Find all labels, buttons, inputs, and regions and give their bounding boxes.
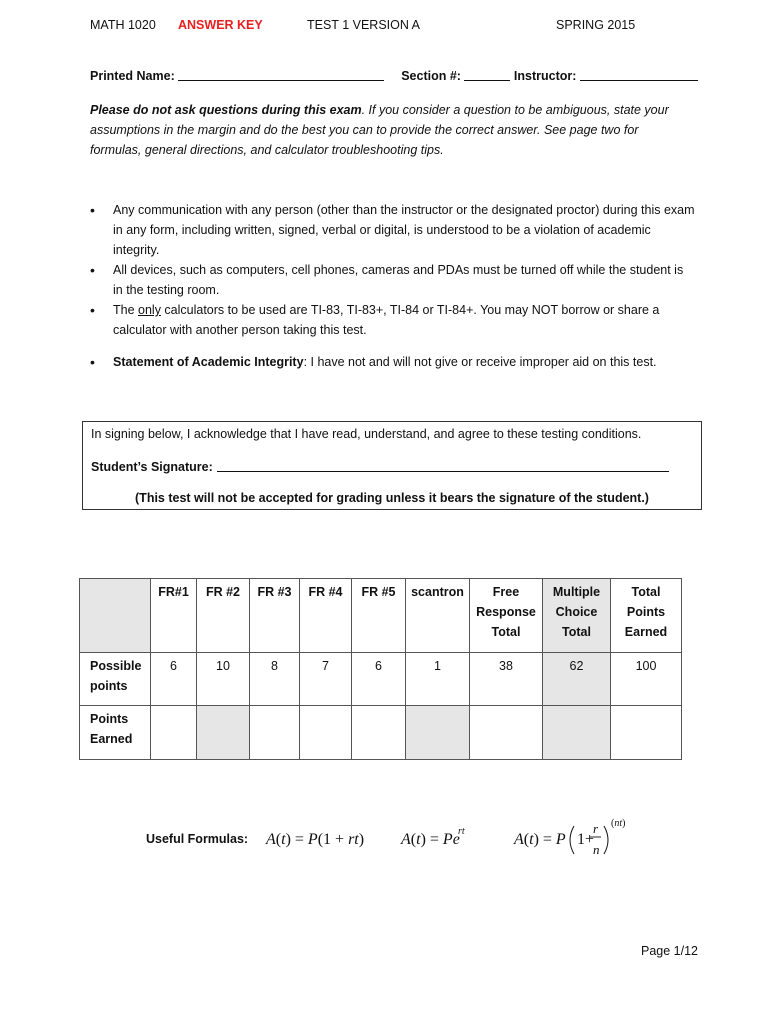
- printed-name-field[interactable]: [178, 68, 384, 81]
- cell: 6: [151, 653, 197, 706]
- section-field[interactable]: [464, 68, 510, 81]
- cell: 6: [352, 653, 406, 706]
- page-number: Page 1/12: [641, 944, 698, 958]
- signature-note: (This test will not be accepted for grading unless it bears the signature of the student.): [135, 491, 649, 505]
- signature-field[interactable]: [217, 459, 669, 472]
- formula-compound-one-plus: 1+: [577, 831, 595, 848]
- cell[interactable]: [470, 706, 543, 760]
- name-row: [90, 68, 698, 83]
- exam-instructions: [90, 100, 690, 160]
- rule-communication: • Any communication with any person (other than the instructor or the designated proctor) during this exam in any form, including written, signed, verbal or digital, is understood to be a violation of academic integrity.: [90, 200, 695, 260]
- col-header: FR #5: [352, 579, 406, 653]
- row-label: Points Earned: [80, 706, 151, 760]
- section-label: Section #:: [401, 69, 461, 83]
- col-header: scantron: [406, 579, 470, 653]
- col-header: FR #4: [300, 579, 352, 653]
- table-row: [80, 706, 682, 760]
- acknowledge-text: In signing below, I acknowledge that I have read, understand, and agree to these testing conditions.: [91, 427, 642, 441]
- col-header: FR #2: [197, 579, 250, 653]
- left-paren: [570, 826, 574, 854]
- row-label: Possible points: [80, 653, 151, 706]
- rule-calculators-only: only: [138, 303, 161, 317]
- cell[interactable]: [352, 706, 406, 760]
- useful-formulas: [0, 818, 770, 878]
- printed-name-label: Printed Name:: [90, 69, 175, 83]
- cell: 8: [250, 653, 300, 706]
- cell[interactable]: [151, 706, 197, 760]
- col-header: Free Response Total: [470, 579, 543, 653]
- cell: 100: [611, 653, 682, 706]
- exam-rules-list: [90, 200, 695, 372]
- rule-calculators: [90, 300, 695, 340]
- formula-continuous-exponent: rt: [458, 826, 465, 837]
- rule-devices: • All devices, such as computers, cell phones, cameras and PDAs must be turned off while the student is in the testing room.: [90, 260, 695, 300]
- cell[interactable]: [300, 706, 352, 760]
- cell: 1: [406, 653, 470, 706]
- course-code: MATH 1020: [90, 18, 156, 32]
- col-header: FR#1: [151, 579, 197, 653]
- cell: 38: [470, 653, 543, 706]
- rule-calculators-pre: The: [113, 303, 139, 317]
- signature-row: [91, 459, 669, 474]
- right-paren: [604, 826, 608, 854]
- term: SPRING 2015: [556, 18, 636, 32]
- instructions-bold: Please do not ask questions during this exam: [90, 103, 362, 117]
- formula-continuous: A(t) = Pe: [401, 831, 460, 848]
- formulas-label: Useful Formulas:: [146, 832, 249, 846]
- score-table-header: [80, 579, 682, 653]
- header-corner-cell: [80, 579, 151, 653]
- answer-key-label: ANSWER KEY: [178, 18, 263, 32]
- signature-label: Student’s Signature:: [91, 460, 213, 474]
- instructor-label: Instructor:: [513, 69, 577, 83]
- col-header: Multiple Choice Total: [543, 579, 611, 653]
- signature-box: [82, 421, 702, 510]
- rule-academic-integrity: [90, 352, 695, 372]
- cell: 7: [300, 653, 352, 706]
- score-table: [79, 578, 682, 760]
- formulas-svg: [0, 818, 770, 878]
- rule-calculators-post: calculators to be used are TI-83, TI-83+, TI-84 or TI-84+. You may NOT borrow or share a calculator with another person taking this test.: [113, 303, 660, 337]
- cell[interactable]: [543, 706, 611, 760]
- formula-compound-denominator: n: [593, 842, 600, 857]
- cell[interactable]: [250, 706, 300, 760]
- integrity-statement-text: : I have not and will not give or receive improper aid on this test.: [303, 355, 657, 369]
- formula-compound: A(t) = P: [514, 831, 566, 848]
- table-row: [80, 653, 682, 706]
- formula-simple-interest: A(t) = P(1 + rt): [266, 831, 365, 848]
- integrity-statement-title: Statement of Academic Integrity: [113, 355, 304, 369]
- test-version: TEST 1 VERSION A: [307, 18, 421, 32]
- col-header: Total Points Earned: [611, 579, 682, 653]
- formula-compound-numerator: r: [593, 821, 599, 836]
- cell[interactable]: [197, 706, 250, 760]
- cell: 62: [543, 653, 611, 706]
- cell[interactable]: [406, 706, 470, 760]
- cell: 10: [197, 653, 250, 706]
- cell[interactable]: [611, 706, 682, 760]
- formula-compound-exponent: (nt): [611, 818, 626, 829]
- instructor-field[interactable]: [580, 68, 698, 81]
- instructions-text: . If you consider a question to be ambiguous, state your assumptions in the margin and do the best you can to provide the correct answer. See page two for formulas, general directions, and calculator troubleshooting tips.: [90, 103, 669, 157]
- col-header: FR #3: [250, 579, 300, 653]
